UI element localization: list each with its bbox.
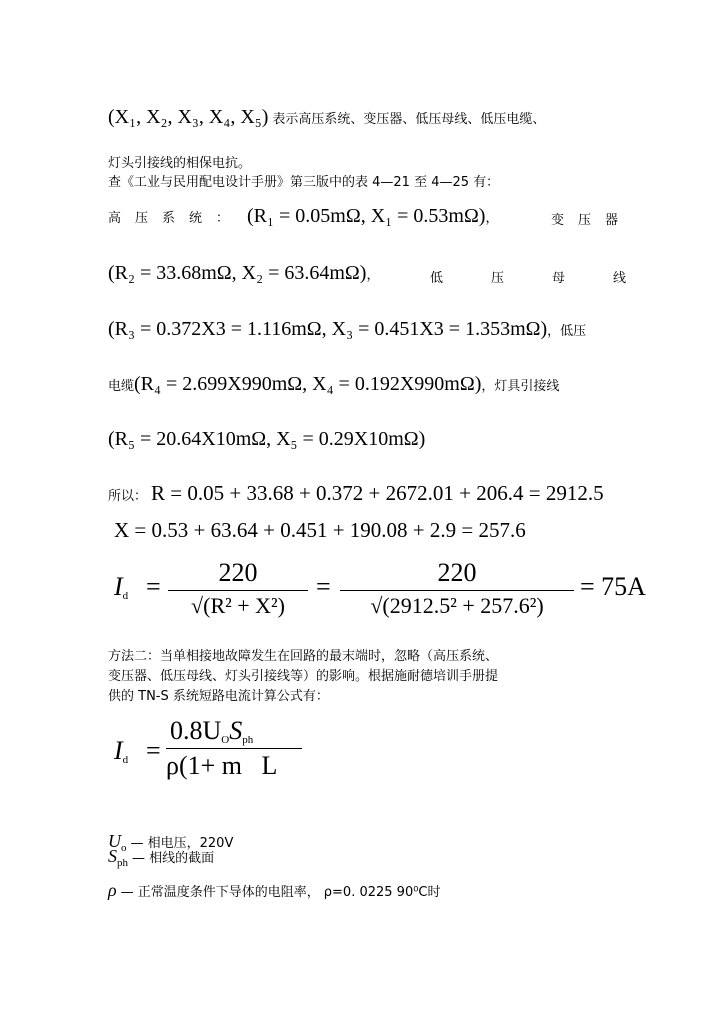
resistivity-value: ρ=0. 0225 90⁰C时 [323,885,441,900]
fraction-bar [168,590,308,591]
line-3: 查《工业与民用配电设计手册》第三版中的表 4—21 至 4—25 有： [108,175,500,190]
lv-label-part: ，低压 [547,324,587,339]
section-subscript: ph [242,734,254,746]
comma: ， [485,211,499,226]
line-9 [108,481,604,506]
current-symbol: I [114,572,123,601]
therefore-label: 所以： [108,489,148,504]
fraction-1 [168,558,308,619]
section-symbol: S [229,716,243,745]
line-1-text: 表示高压系统、变压器、低压母线、低压电缆、 [272,112,546,127]
numerator [166,716,302,746]
voltage-description: — 相电压，220V [130,836,234,851]
comma: ， [366,268,380,283]
current-subscript: d [122,590,129,602]
equals-sign: = [146,736,161,765]
line-2: 灯头引接线的相保电抗。 [108,156,252,171]
section-description: — 相线的截面 [132,851,215,866]
lamp-lead-values: (R₅ = 20.64X10mΩ, X₅ = 0.29X10mΩ) [108,428,426,450]
line-1 [108,106,545,129]
lv-busbar-label: 低压母线 [430,271,675,286]
denominator: √(2912.5² + 257.6²) [370,593,544,618]
line-5 [108,262,675,286]
hv-system-label: 高压系统： [108,211,244,226]
definition-section [108,846,214,869]
line-7 [108,373,559,396]
section-symbol: S [108,846,117,866]
numerator: 220 [437,558,477,587]
fraction-2 [340,558,574,619]
definition-resistivity [108,880,441,901]
fraction-bar [340,590,574,591]
voltage-subscript: o [121,842,127,854]
transformer-label: 变压器 [550,213,632,228]
cable-values: (R₄ = 2.699X990mΩ, X₄ = 0.192X990mΩ) [134,373,482,395]
voltage-symbol: U [108,831,121,851]
section-subscript: ph [117,857,128,869]
resistance-sum: R = 0.05 + 33.68 + 0.372 + 2672.01 + 206.4 = 2912.5 [151,481,604,505]
result: = 75A [580,572,646,601]
fraction-bar [166,748,302,749]
cable-label: 电缆 [108,379,135,394]
current-subscript: d [122,754,129,766]
reactance-tuple: (X₁, X₂, X₃, X₄, X₅) [108,106,269,128]
reactance-sum: X = 0.53 + 63.64 + 0.451 + 190.08 + 2.9 = 257.6 [114,518,526,542]
paragraph-line-1: 方法二：当单相接地故障发生在回路的最末端时，忽略（高压系统、 [108,649,499,664]
eq2-lhs [114,736,128,766]
lamp-lead-label: ，灯具引接线 [481,379,560,394]
busbar-values: (R₃ = 0.372X3 = 1.116mΩ, X₃ = 0.451X3 = 1.353mΩ) [108,318,548,340]
denominator: ρ(1+ m L [166,751,278,780]
line-6 [108,318,586,341]
rho-symbol: ρ [108,880,117,900]
equals-sign: = [146,572,161,601]
current-symbol: I [114,736,123,765]
fraction-3 [166,716,302,781]
num-subscript: O [221,734,230,746]
denominator: √(R² + X²) [191,593,285,618]
equals-sign: = [316,572,331,601]
paragraph-line-2: 变压器、低压母线、灯头引接线等）的影响。根据施耐德培训手册提 [108,669,499,684]
resistivity-description: — 正常温度条件下导体的电阻率， [120,885,320,900]
numerator: 220 [218,558,258,587]
eq1-lhs [114,572,128,602]
paragraph-line-3: 供的 TN-S 系统短路电流计算公式有： [108,689,329,704]
transformer-values: (R₂ = 33.68mΩ, X₂ = 63.64mΩ) [108,262,367,284]
num-coefficient: 0.8U [170,716,222,745]
hv-system-values: (R₁ = 0.05mΩ, X₁ = 0.53mΩ) [247,205,486,227]
line-4 [108,205,632,228]
